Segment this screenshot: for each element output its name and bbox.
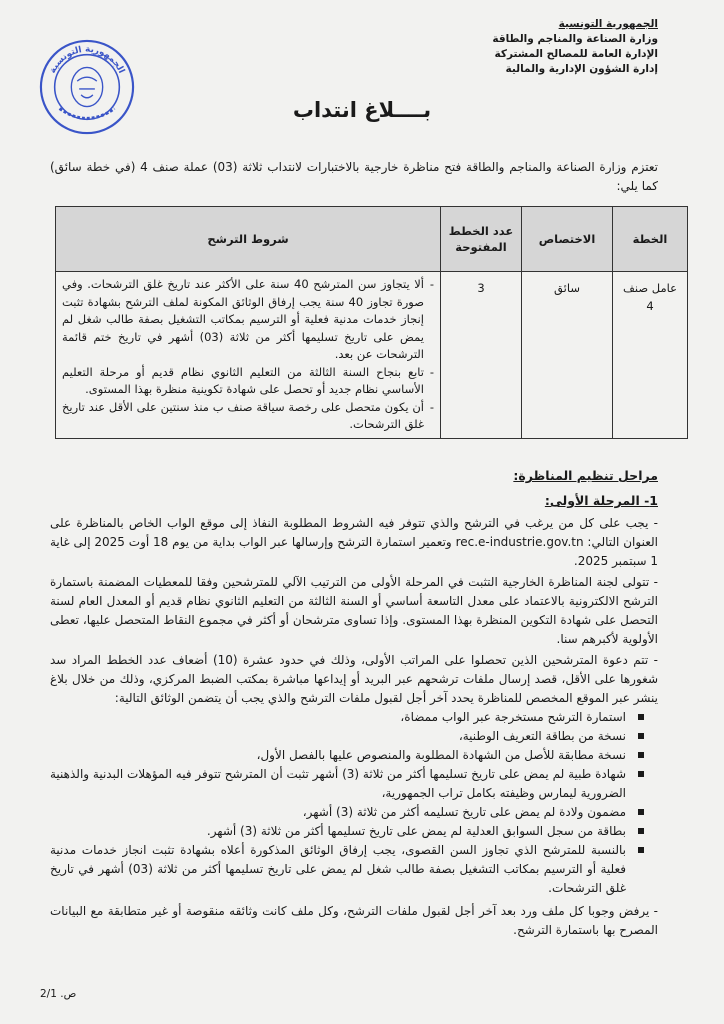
- svg-text:الجمهورية التونسية: الجمهورية التونسية: [47, 44, 127, 76]
- stages-title: مراحل تنظيم المناظرة:: [513, 468, 658, 483]
- stage1-paragraph-3: - تتم دعوة المترشحين الذين تحصلوا على المراتب الأولى، وذلك في حدود عشرة (10) أضعاف عدد الخطط المراد سد شغورها على الأقل، قصد إرسال ملفات ترشحهم عبر البريد أو إيداعها مباشرة بمكتب الضبط المركزي، وذلك من خلال بلاغ ينشر عبر الموقع المخصص للمناظرة يحدد آخر أجل لقبول ملفات الترشح والذي يجب أن يتضمن الوثائق التالية:: [50, 653, 658, 705]
- positions-table: [55, 206, 688, 439]
- list-item: نسخة مطابقة للأصل من الشهادة المطلوبة والمنصوص عليها بالفصل الأول،: [50, 746, 658, 765]
- list-item: بطاقة من سجل السوابق العدلية لم يمض على تاريخ تسليمها أكثر من ثلاثة (3) أشهر.: [50, 822, 658, 841]
- table-row: [56, 272, 688, 439]
- ministry-header: [398, 17, 658, 77]
- stages-section: [50, 466, 658, 940]
- list-item: بالنسبة للمترشح الذي تجاوز السن القصوى، يجب إرفاق الوثائق المذكورة أعلاه بشهادة تثبت انجاز خدمات مدنية فعلية أو الترسيم بمكاتب التشغيل بصفة طالب شغل لم يمض على تاريخ تسليمها أكثر من ثلاثة (03) أشهر في تاريخ غلق الترشحات.: [50, 841, 658, 898]
- header-line-directorate: الإدارة العامة للمصالح المشتركة: [494, 48, 658, 60]
- list-item: استمارة الترشح مستخرجة عبر الواب ممضاة،: [50, 708, 658, 727]
- page-number: ص. 2/1: [40, 988, 77, 1000]
- list-item: نسخة من بطاقة التعريف الوطنية،: [50, 727, 658, 746]
- cell-count: 3: [441, 272, 522, 439]
- cell-plan: عامل صنف 4: [613, 272, 688, 439]
- stage1-title: 1- المرحلة الأولى:: [544, 493, 658, 508]
- condition-item: - ألا يتجاوز سن المترشح 40 سنة على الأكثر عند تاريخ غلق الترشحات. وفي صورة تجاوز 40 سنة يجب إرفاق الوثائق المكونة لملف الترشح بشهادة تثبت إنجاز خدمات مدنية فعلية أو الترسيم بمكاتب التشغيل بصفة طالب شغل لم يمض على تاريخ تسليمها أكثر من ثلاثة (03) أشهر في تاريخ ختم قائمة الترشحات عن بعد.: [62, 277, 434, 361]
- page-title: بــــلاغ انتداب: [292, 98, 432, 122]
- cell-specialty: سائق: [522, 272, 613, 439]
- header-conditions: شروط الترشح: [56, 207, 441, 272]
- header-line-department: إدارة الشؤون الإدارية والمالية: [505, 63, 658, 75]
- stage1-paragraph-1: - يجب على كل من يرغب في الترشح والذي تتوفر فيه الشروط المطلوبة النفاذ إلى موقع الواب الخاص بالمناظرة على العنوان التالي: rec.e-industrie.gov.tn وتعمير استمارة الترشح وإرسالها عبر الواب بداية من يوم 18 أوت 2025 إلى غاية 1 سبتمبر 2025.: [50, 516, 658, 568]
- condition-item: - تابع بنجاح السنة الثالثة من التعليم الثانوي نظام قديم أو مرحلة التعليم الأساسي نظام جديد أو تحصل على شهادة تكوينية منظرة بهذا المستوى.: [62, 364, 434, 396]
- list-item: مضمون ولادة لم يمض على تاريخ تسليمه أكثر من ثلاثة (3) أشهر،: [50, 803, 658, 822]
- list-item: شهادة طبية لم يمض على تاريخ تسليمها أكثر من ثلاثة (3) أشهر تثبت أن المترشح تتوفر فيه المؤهلات البدنية والذهنية الضرورية ليمارس وظيفته بكامل تراب الجمهورية،: [50, 765, 658, 803]
- header-count: عدد الخطط المفتوحة: [441, 207, 522, 272]
- required-documents-list: [50, 708, 658, 898]
- condition-item: - أن يكون متحصل على رخصة سياقة صنف ب منذ سنتين على الأقل عند تاريخ غلق الترشحات.: [62, 399, 434, 431]
- header-specialty: الاختصاص: [522, 207, 613, 272]
- cell-conditions: [56, 272, 441, 439]
- contest-website-url[interactable]: rec.e-industrie.gov.tn: [455, 535, 584, 549]
- header-line-ministry: وزارة الصناعة والمناجم والطاقة: [492, 33, 658, 45]
- intro-paragraph: تعتزم وزارة الصناعة والمناجم والطاقة فتح مناظرة خارجية بالاختبارات لانتداب ثلاثة (03) عملة صنف 4 (في خطة سائق) كما يلي:: [50, 160, 658, 193]
- table-header-row: [56, 207, 688, 272]
- stage1-paragraph-2: - تتولى لجنة المناظرة الخارجية التثبت في المرحلة الأولى من الترتيب الآلي للمترشحين وفقا للمعطيات المضمنة باستمارة الترشح الالكترونية بالاعتماد على معدل التاسعة أساسي أو السنة الثالثة من التعليم الثانوي نظام قديم أو المعدل العام لسنة التحصل على شهادة التكوين المنظرة بهذا المستوى. وإذا تساوى مترشحان أو أكثر في مجموع النقاط المتحصل عليها، تعطى الأولوية لأكبرهم سنا.: [50, 575, 658, 646]
- stage1-paragraph-4: - يرفض وجوبا كل ملف ورد بعد آخر أجل لقبول ملفات الترشح، وكل ملف كانت وثائقه منقوصة أو غير متطابقة مع البيانات المصرح بها باستمارة الترشح.: [50, 904, 658, 937]
- header-plan: الخطة: [613, 207, 688, 272]
- header-line-republic: الجمهورية التونسية: [558, 18, 658, 30]
